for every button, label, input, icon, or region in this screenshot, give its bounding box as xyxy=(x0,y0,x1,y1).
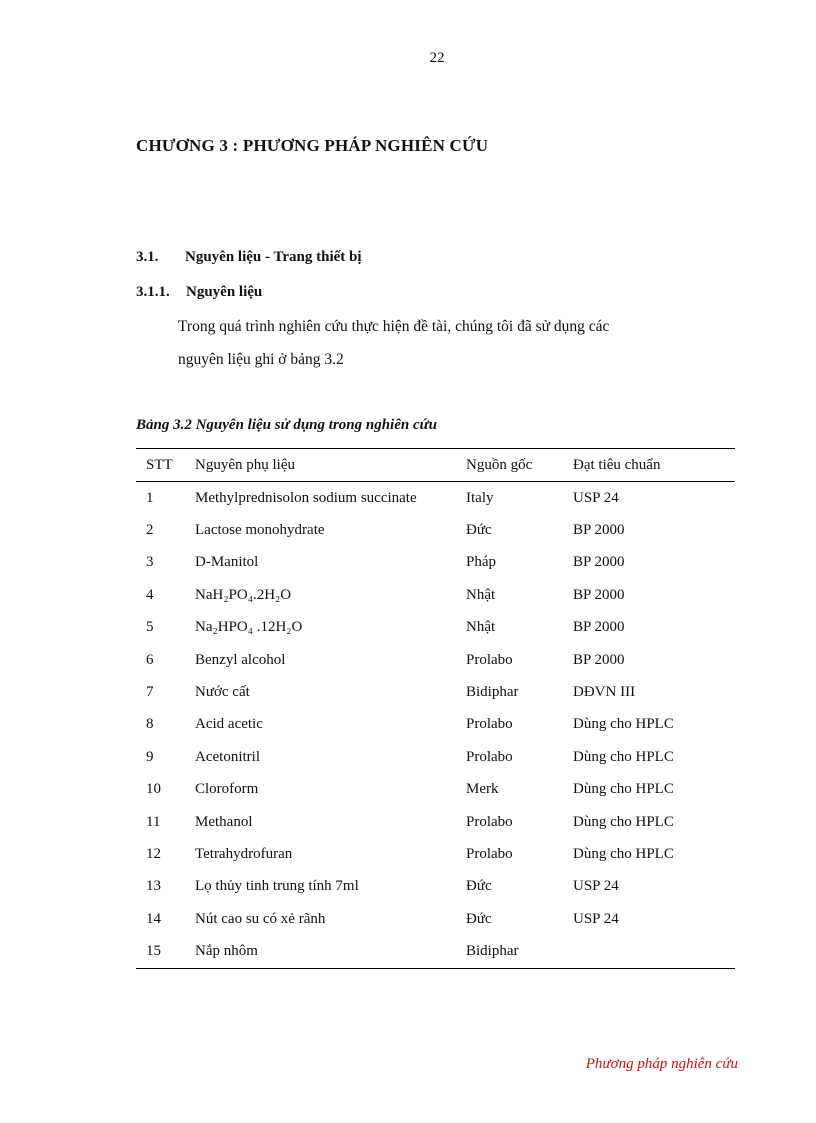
subsection-title: Nguyên liệu xyxy=(186,284,263,300)
cell-origin: Prolabo xyxy=(466,845,513,862)
cell-standard: USP 24 xyxy=(573,910,619,927)
cell-stt: 3 xyxy=(146,554,154,571)
table-row xyxy=(136,871,735,903)
cell-material: Na₂HPO₄ .12H₂O xyxy=(195,619,303,636)
paragraph-line: nguyên liệu ghi ở bảng 3.2 xyxy=(178,351,344,368)
table-row xyxy=(136,903,735,935)
cell-standard: DĐVN III xyxy=(573,684,636,701)
cell-standard: Dùng cho HPLC xyxy=(573,781,674,798)
cell-origin: Italy xyxy=(466,489,494,506)
cell-standard xyxy=(573,935,735,968)
section-number: 3.1. xyxy=(136,249,159,265)
cell-material: Cloroform xyxy=(195,781,259,798)
table-row xyxy=(136,547,735,579)
cell-standard: BP 2000 xyxy=(573,586,625,603)
cell-stt: 4 xyxy=(146,586,154,603)
cell-origin: Prolabo xyxy=(466,813,513,830)
cell-stt: 13 xyxy=(146,878,161,895)
cell-standard: Dùng cho HPLC xyxy=(573,716,674,733)
cell-standard: BP 2000 xyxy=(573,554,625,571)
cell-stt: 9 xyxy=(146,748,154,765)
table-row xyxy=(136,741,735,773)
cell-material: Nắp nhôm xyxy=(195,935,466,968)
table-row xyxy=(136,676,735,708)
table-row xyxy=(136,482,735,515)
cell-standard: USP 24 xyxy=(573,878,619,895)
cell-standard: Dùng cho HPLC xyxy=(573,845,674,862)
cell-material: Acetonitril xyxy=(195,748,260,765)
cell-material: Acid acetic xyxy=(195,716,263,733)
section-title: Nguyên liệu - Trang thiết bị xyxy=(185,249,362,265)
body-paragraph xyxy=(178,310,738,376)
table-header-row xyxy=(136,449,735,482)
cell-stt: 7 xyxy=(146,684,154,701)
cell-origin: Pháp xyxy=(466,554,496,571)
cell-material: Lọ thủy tinh trung tính 7ml xyxy=(195,878,359,895)
cell-stt: 10 xyxy=(146,781,161,798)
table-row xyxy=(136,838,735,870)
cell-material: Lactose monohydrate xyxy=(195,522,325,539)
table-caption: Bảng 3.2 Nguyên liệu sử dụng trong nghiên cứu xyxy=(136,417,437,433)
cell-origin: Đức xyxy=(466,910,492,927)
cell-origin: Merk xyxy=(466,781,499,798)
cell-origin: Prolabo xyxy=(466,716,513,733)
materials-table xyxy=(136,448,735,969)
cell-stt: 2 xyxy=(146,522,154,539)
cell-material: Benzyl alcohol xyxy=(195,651,286,668)
header-material: Nguyên phụ liệu xyxy=(195,449,466,482)
header-stt: STT xyxy=(136,449,195,482)
table-row xyxy=(136,806,735,838)
cell-stt: 14 xyxy=(146,910,161,927)
cell-stt: 5 xyxy=(146,619,154,636)
cell-stt: 6 xyxy=(146,651,154,668)
cell-standard: BP 2000 xyxy=(573,619,625,636)
table-row xyxy=(136,579,735,611)
table-row xyxy=(136,774,735,806)
chapter-title: CHƯƠNG 3 : PHƯƠNG PHÁP NGHIÊN CỨU xyxy=(136,136,489,155)
cell-origin: Đức xyxy=(466,522,492,539)
header-standard: Đạt tiêu chuẩn xyxy=(573,449,735,482)
cell-standard: BP 2000 xyxy=(573,522,625,539)
cell-origin: Đức xyxy=(466,878,492,895)
cell-stt: 15 xyxy=(136,935,195,968)
cell-origin: Bidiphar xyxy=(466,684,519,701)
cell-stt: 11 xyxy=(146,813,161,830)
cell-stt: 12 xyxy=(146,845,161,862)
cell-standard: Dùng cho HPLC xyxy=(573,813,674,830)
cell-standard: USP 24 xyxy=(573,489,619,506)
subsection-heading xyxy=(136,284,262,301)
cell-material: Methanol xyxy=(195,813,253,830)
cell-material: NaH₂PO₄.2H₂O xyxy=(195,586,292,603)
cell-standard: Dùng cho HPLC xyxy=(573,748,674,765)
section-heading xyxy=(136,249,362,266)
cell-stt: 1 xyxy=(146,489,154,506)
cell-material: Tetrahydrofuran xyxy=(195,845,293,862)
cell-material: Methylprednisolon sodium succinate xyxy=(195,489,417,506)
cell-stt: 8 xyxy=(146,716,154,733)
cell-origin: Nhật xyxy=(466,586,496,603)
page-number: 22 xyxy=(429,50,445,66)
cell-origin: Prolabo xyxy=(466,651,513,668)
cell-standard: BP 2000 xyxy=(573,651,625,668)
header-origin: Nguồn gốc xyxy=(466,449,573,482)
cell-material: D-Manitol xyxy=(195,554,259,571)
cell-origin: Bidiphar xyxy=(466,935,573,968)
table-row xyxy=(136,709,735,741)
subsection-number: 3.1.1. xyxy=(136,284,170,300)
cell-origin: Prolabo xyxy=(466,748,513,765)
paragraph-line: Trong quá trình nghiên cứu thực hiện đề tài, chúng tôi đã sử dụng các xyxy=(178,318,610,335)
table-row xyxy=(136,644,735,676)
cell-origin: Nhật xyxy=(466,619,496,636)
cell-material: Nút cao su có xẻ rãnh xyxy=(195,910,326,927)
table-row xyxy=(136,935,735,968)
cell-material: Nước cất xyxy=(195,684,250,701)
page-footer: Phương pháp nghiên cứu xyxy=(585,1056,738,1072)
table-row xyxy=(136,612,735,644)
table-row xyxy=(136,514,735,546)
